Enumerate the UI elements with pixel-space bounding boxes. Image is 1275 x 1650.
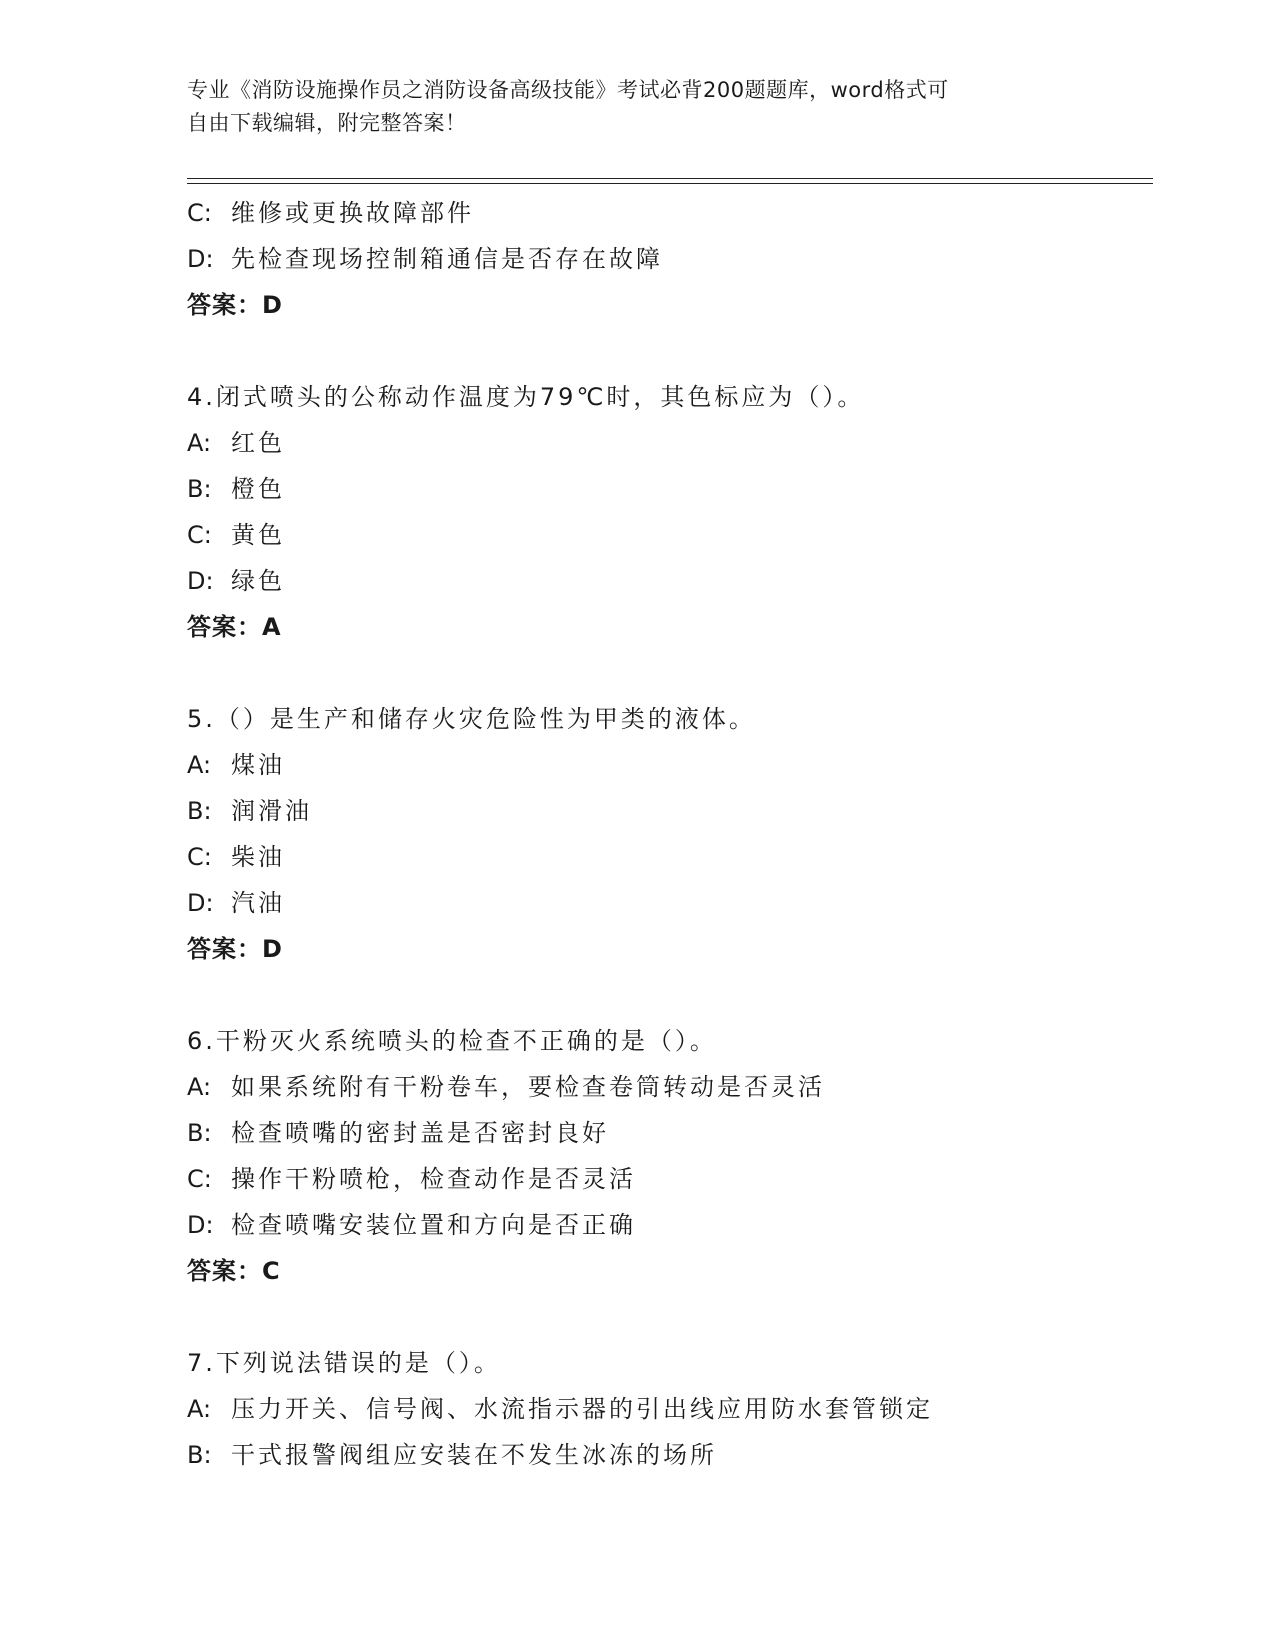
question-list bbox=[187, 190, 1147, 1478]
question-7 bbox=[187, 1340, 1147, 1478]
option-text: 汽油 bbox=[231, 889, 285, 917]
option-letter: C: bbox=[187, 521, 212, 549]
answer-line: 答案：D bbox=[187, 291, 283, 319]
option-text: 橙色 bbox=[231, 475, 285, 503]
option-letter: B: bbox=[187, 1119, 212, 1147]
question-stem: 5.（）是生产和储存火灾危险性为甲类的液体。 bbox=[187, 705, 756, 733]
question-6 bbox=[187, 1018, 1147, 1294]
option-b bbox=[187, 788, 1147, 834]
question-gap bbox=[187, 328, 1147, 374]
option-letter: D: bbox=[187, 889, 214, 917]
option-text: 先检查现场控制箱通信是否存在故障 bbox=[231, 245, 663, 273]
question-gap bbox=[187, 1294, 1147, 1340]
answer-line: 答案：C bbox=[187, 1257, 281, 1285]
question-stem: 6.干粉灭火系统喷头的检查不正确的是（）。 bbox=[187, 1027, 717, 1055]
option-letter: B: bbox=[187, 475, 212, 503]
option-a bbox=[187, 742, 1147, 788]
option-letter: A: bbox=[187, 1395, 212, 1423]
option-letter: A: bbox=[187, 751, 212, 779]
option-c bbox=[187, 190, 1147, 236]
header-title-line-2: 自由下载编辑，附完整答案！ bbox=[187, 111, 467, 135]
option-c bbox=[187, 512, 1147, 558]
option-b bbox=[187, 466, 1147, 512]
header-title-line-1: 专业《消防设施操作员之消防设备高级技能》考试必背200题题库，word格式可 bbox=[187, 78, 949, 102]
option-text: 压力开关、信号阀、水流指示器的引出线应用防水套管锁定 bbox=[231, 1395, 933, 1423]
question-stem: 4.闭式喷头的公称动作温度为79℃时，其色标应为（）。 bbox=[187, 383, 865, 411]
option-a bbox=[187, 1386, 1147, 1432]
document-header bbox=[187, 74, 1067, 140]
option-b bbox=[187, 1432, 1147, 1478]
option-text: 柴油 bbox=[231, 843, 285, 871]
option-letter: D: bbox=[187, 567, 214, 595]
option-c bbox=[187, 834, 1147, 880]
header-divider-bottom bbox=[187, 183, 1153, 184]
option-letter: C: bbox=[187, 843, 212, 871]
option-letter: D: bbox=[187, 1211, 214, 1239]
option-d bbox=[187, 1202, 1147, 1248]
option-a bbox=[187, 420, 1147, 466]
option-text: 润滑油 bbox=[231, 797, 312, 825]
answer-line: 答案：D bbox=[187, 935, 283, 963]
option-text: 干式报警阀组应安装在不发生冰冻的场所 bbox=[231, 1441, 717, 1469]
option-letter: C: bbox=[187, 199, 212, 227]
option-text: 红色 bbox=[231, 429, 285, 457]
option-d bbox=[187, 880, 1147, 926]
question-stem: 7.下列说法错误的是（）。 bbox=[187, 1349, 501, 1377]
option-text: 煤油 bbox=[231, 751, 285, 779]
option-letter: B: bbox=[187, 1441, 212, 1469]
question-4 bbox=[187, 374, 1147, 650]
question-5 bbox=[187, 696, 1147, 972]
option-text: 如果系统附有干粉卷车，要检查卷筒转动是否灵活 bbox=[231, 1073, 825, 1101]
question-3-continued bbox=[187, 190, 1147, 328]
option-text: 检查喷嘴的密封盖是否密封良好 bbox=[231, 1119, 609, 1147]
header-divider-top bbox=[187, 178, 1153, 179]
option-d bbox=[187, 236, 1147, 282]
option-a bbox=[187, 1064, 1147, 1110]
option-letter: A: bbox=[187, 1073, 212, 1101]
option-letter: D: bbox=[187, 245, 214, 273]
option-d bbox=[187, 558, 1147, 604]
question-gap bbox=[187, 972, 1147, 1018]
option-c bbox=[187, 1156, 1147, 1202]
option-text: 维修或更换故障部件 bbox=[231, 199, 474, 227]
question-gap bbox=[187, 650, 1147, 696]
option-text: 绿色 bbox=[231, 567, 285, 595]
answer-line: 答案：A bbox=[187, 613, 282, 641]
option-letter: B: bbox=[187, 797, 212, 825]
option-letter: C: bbox=[187, 1165, 212, 1193]
option-text: 检查喷嘴安装位置和方向是否正确 bbox=[231, 1211, 636, 1239]
option-b bbox=[187, 1110, 1147, 1156]
option-text: 操作干粉喷枪，检查动作是否灵活 bbox=[231, 1165, 636, 1193]
option-letter: A: bbox=[187, 429, 212, 457]
option-text: 黄色 bbox=[231, 521, 285, 549]
